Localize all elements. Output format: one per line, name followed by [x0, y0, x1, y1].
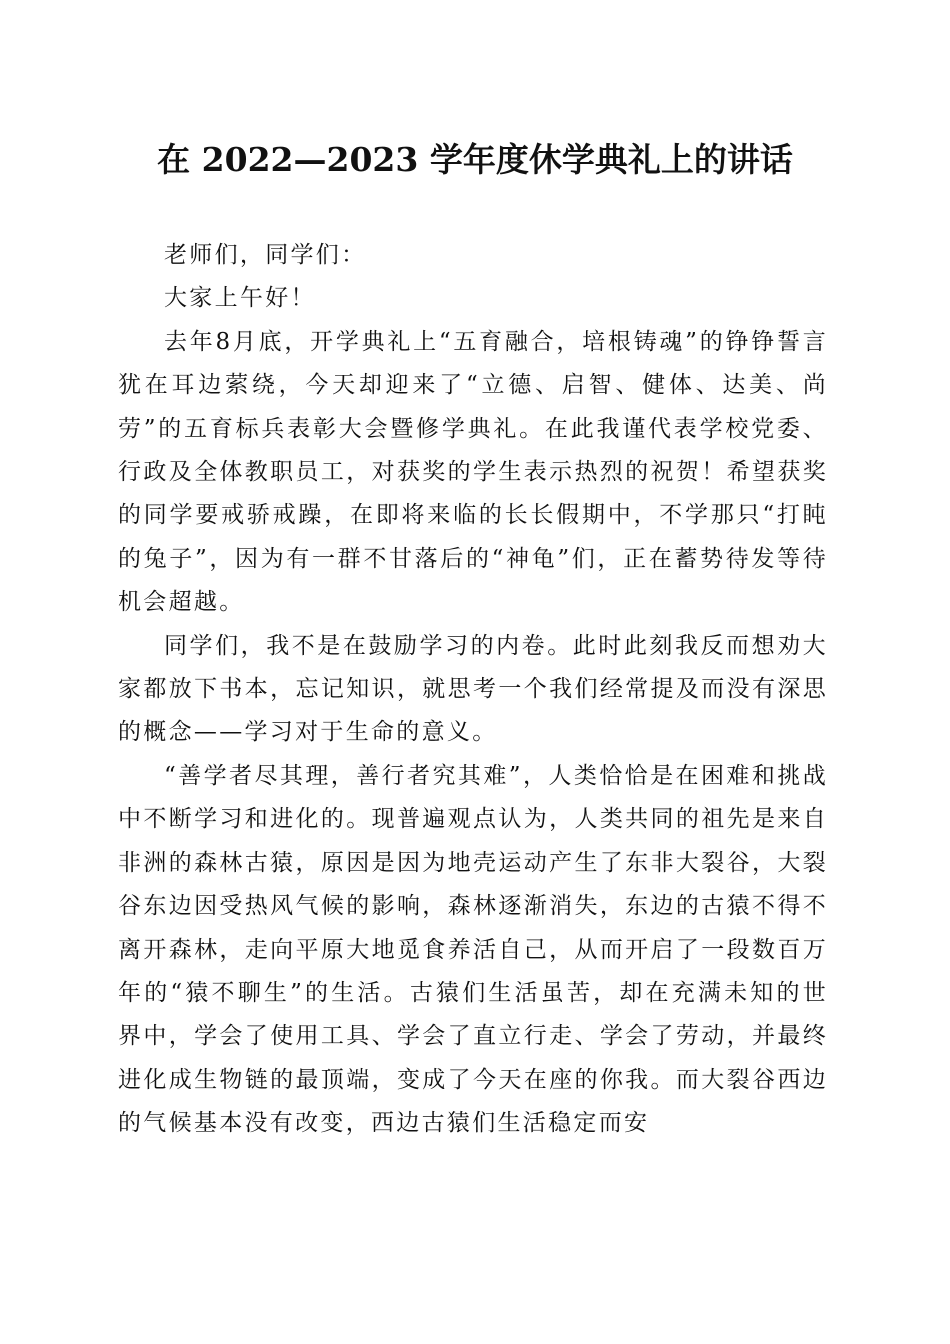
paragraph-3: “善学者尽其理，善行者究其难”，人类恰恰是在困难和挑战中不断学习和进化的。现普遍观点认为，人类共同的祖先是来自非洲的森林古猿，原因是因为地壳运动产生了东非大裂谷，大裂谷东边因受热风气候的影响，森林逐渐消失，东边的古猿不得不离开森林，走向平原大地觅食养活自己，从而开启了一段数百万年的“猿不聊生”的生活。古猿们生活虽苦，却在充满未知的世界中，学会了使用工具、学会了直立行走、学会了劳动，并最终进化成生物链的最顶端，变成了今天在座的你我。而大裂谷西边的气候基本没有改变，西边古猿们生活稳定而安: [118, 762, 828, 1137]
paragraph-1: 去年8月底，开学典礼上“五育融合，培根铸魂”的铮铮誓言犹在耳边萦绕，今天却迎来了“立德、启智、健体、达美、尚劳”的五育标兵表彰大会暨修学典礼。在此我谨代表学校党委、行政及全体教职员工，对获奖的学生表示热烈的祝贺！希望获奖的同学要戒骄戒躁，在即将来临的长长假期中，不学那只“打盹的兔子”，因为有一群不甘落后的“神龟”们，正在蓄势待发等待机会超越。: [118, 328, 828, 616]
paragraph-2: 同学们，我不是在鼓励学习的内卷。此时此刻我反而想劝大家都放下书本，忘记知识，就思考一个我们经常提及而没有深思的概念——学习对于生命的意义。: [118, 632, 828, 746]
document-body: [118, 234, 828, 1146]
salutation: 老师们，同学们：: [164, 242, 367, 268]
greeting: 大家上午好！: [164, 285, 316, 312]
document-title: 在 2022—2023 学年度休学典礼上的讲话: [157, 140, 793, 179]
